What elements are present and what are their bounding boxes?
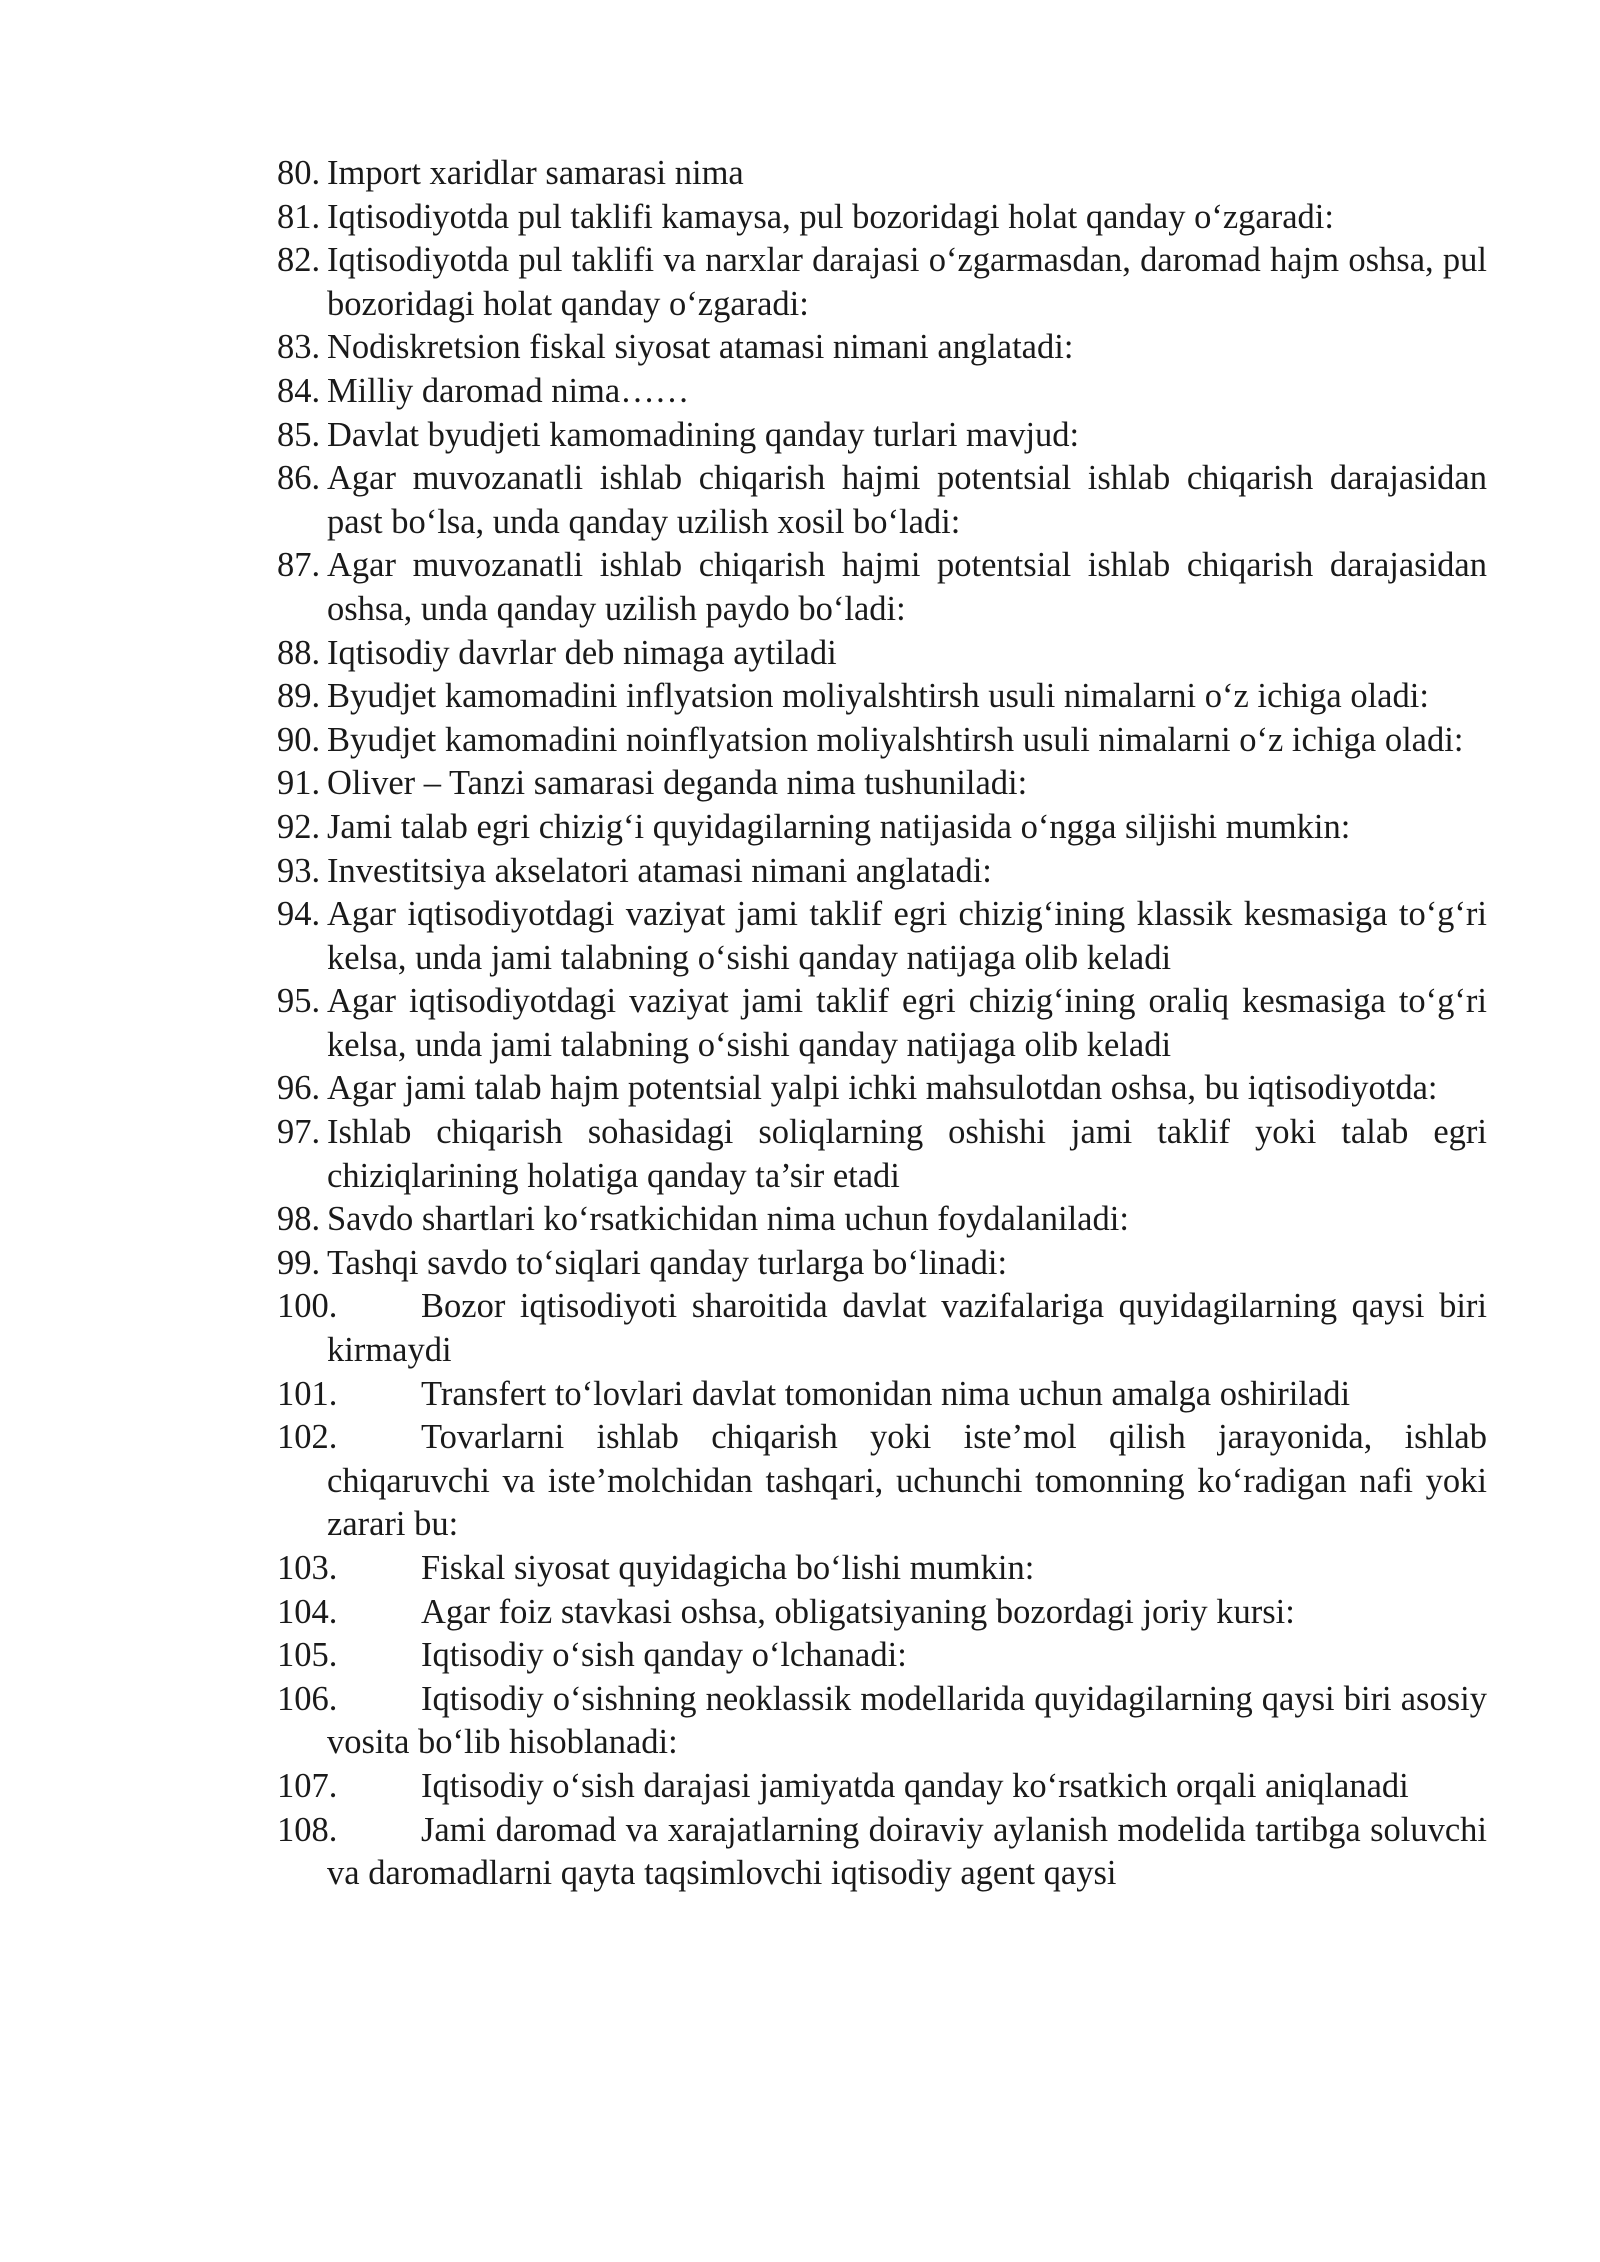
question-number: 99. xyxy=(277,1243,321,1282)
question-item xyxy=(277,1285,1487,1372)
question-number: 101. xyxy=(277,1374,338,1413)
question-number: 96. xyxy=(277,1069,321,1108)
question-item xyxy=(277,370,1487,414)
question-item xyxy=(277,1373,1487,1417)
question-item xyxy=(277,1547,1487,1591)
question-number: 93. xyxy=(277,851,321,890)
question-number: 89. xyxy=(277,677,321,716)
question-text: Oliver – Tanzi samarasi deganda nima tushuniladi: xyxy=(327,764,1028,803)
question-item xyxy=(277,762,1487,806)
question-number: 82. xyxy=(277,241,321,280)
question-text: Savdo shartlari ko‘rsatkichidan nima uchun foydalaniladi: xyxy=(327,1200,1129,1239)
question-item xyxy=(277,1416,1487,1547)
question-item xyxy=(277,1678,1487,1765)
question-text: Agar iqtisodiyotdagi vaziyat jami taklif egri chizig‘ining klassik kesmasiga to‘g‘ri kelsa, unda jami talabning o‘sishi qanday natijaga olib keladi xyxy=(327,895,1487,977)
question-number: 97. xyxy=(277,1113,321,1152)
question-item xyxy=(277,1111,1487,1198)
question-text: Agar jami talab hajm potentsial yalpi ichki mahsulotdan oshsa, bu iqtisodiyotda: xyxy=(327,1069,1438,1108)
question-item xyxy=(277,1242,1487,1286)
question-text: Nodiskretsion fiskal siyosat atamasi nimani anglatadi: xyxy=(327,328,1074,367)
question-item xyxy=(277,893,1487,980)
question-number: 94. xyxy=(277,895,321,934)
question-number: 80. xyxy=(277,154,321,192)
question-number: 85. xyxy=(277,415,321,454)
question-item xyxy=(277,675,1487,719)
question-item xyxy=(277,980,1487,1067)
question-number: 104. xyxy=(277,1592,338,1631)
question-text: Fiskal siyosat quyidagicha bo‘lishi mumkin: xyxy=(421,1549,1035,1587)
question-text: Transfert to‘lovlari davlat tomonidan nima uchun amalga oshiriladi xyxy=(421,1374,1351,1413)
question-number: 91. xyxy=(277,764,321,803)
question-text: Jami daromad va xarajatlarning doiraviy aylanish modelida tartibga soluvchi va daromadlarni qayta taqsimlovchi iqtisodiy agent qaysi xyxy=(327,1810,1487,1893)
question-number: 108. xyxy=(277,1810,338,1849)
question-item xyxy=(277,1809,1487,1896)
question-number: 105. xyxy=(277,1636,338,1675)
question-number: 106. xyxy=(277,1679,338,1718)
question-item xyxy=(277,544,1487,631)
question-number: 95. xyxy=(277,982,321,1021)
question-item xyxy=(277,1634,1487,1678)
question-item xyxy=(277,806,1487,850)
question-number: 92. xyxy=(277,807,321,846)
question-number: 90. xyxy=(277,720,321,759)
question-text: Import xaridlar samarasi nima xyxy=(327,154,744,192)
question-text: Milliy daromad nima…… xyxy=(327,371,690,410)
question-item xyxy=(277,239,1487,326)
question-text: Agar foiz stavkasi oshsa, obligatsiyaning bozordagi joriy kursi: xyxy=(421,1592,1295,1631)
question-number: 87. xyxy=(277,546,321,585)
question-text: Byudjet kamomadini inflyatsion moliyalshtirsh usuli nimalarni o‘z ichiga oladi: xyxy=(327,677,1429,716)
question-text: Agar iqtisodiyotdagi vaziyat jami taklif egri chizig‘ining oraliq kesmasiga to‘g‘ri kelsa, unda jami talabning o‘sishi qanday natijaga olib keladi xyxy=(327,982,1487,1064)
question-number: 83. xyxy=(277,328,321,367)
question-number: 98. xyxy=(277,1200,321,1239)
question-number: 100. xyxy=(277,1287,338,1326)
question-number: 81. xyxy=(277,197,321,236)
question-item xyxy=(277,152,1487,196)
question-text: Iqtisodiy o‘sish darajasi jamiyatda qanday ko‘rsatkich orqali aniqlanadi xyxy=(421,1766,1409,1805)
question-text: Davlat byudjeti kamomadining qanday turlari mavjud: xyxy=(327,415,1080,454)
question-number: 102. xyxy=(277,1418,338,1457)
question-item xyxy=(277,326,1487,370)
question-text: Jami talab egri chizig‘i quyidagilarning natijasida o‘ngga siljishi mumkin: xyxy=(327,807,1351,846)
question-item xyxy=(277,719,1487,763)
question-number: 88. xyxy=(277,633,321,672)
question-text: Bozor iqtisodiyoti sharoitida davlat vazifalariga quyidagilarning qaysi biri kirmaydi xyxy=(327,1287,1487,1370)
question-item xyxy=(277,850,1487,894)
question-text: Ishlab chiqarish sohasidagi soliqlarning oshishi jami taklif yoki talab egri chiziqlarining holatiga qanday ta’sir etadi xyxy=(327,1113,1487,1195)
question-text: Tashqi savdo to‘siqlari qanday turlarga bo‘linadi: xyxy=(327,1243,1008,1282)
question-text: Agar muvozanatli ishlab chiqarish hajmi potentsial ishlab chiqarish darajasidan past bo‘lsa, unda qanday uzilish xosil bo‘ladi: xyxy=(327,459,1487,541)
question-text: Iqtisodiy o‘sishning neoklassik modellarida quyidagilarning qaysi biri asosiy vosita bo‘lib hisoblanadi: xyxy=(327,1679,1487,1762)
question-text: Investitsiya akselatori atamasi nimani anglatadi: xyxy=(327,851,992,890)
question-text: Agar muvozanatli ishlab chiqarish hajmi potentsial ishlab chiqarish darajasidan oshsa, unda qanday uzilish paydo bo‘ladi: xyxy=(327,546,1487,628)
question-text: Iqtisodiy o‘sish qanday o‘lchanadi: xyxy=(421,1636,907,1675)
question-item xyxy=(277,1591,1487,1635)
question-text: Iqtisodiyotda pul taklifi va narxlar darajasi o‘zgarmasdan, daromad hajm oshsa, pul bozoridagi holat qanday o‘zgaradi: xyxy=(327,241,1487,323)
question-text: Iqtisodiyotda pul taklifi kamaysa, pul bozoridagi holat qanday o‘zgaradi: xyxy=(327,197,1334,236)
question-number: 107. xyxy=(277,1766,338,1805)
question-text: Iqtisodiy davrlar deb nimaga aytiladi xyxy=(327,633,837,672)
question-number: 86. xyxy=(277,459,321,498)
question-item xyxy=(277,632,1487,676)
question-number: 103. xyxy=(277,1549,338,1587)
question-item xyxy=(277,414,1487,458)
question-number: 84. xyxy=(277,371,321,410)
question-item xyxy=(277,1198,1487,1242)
question-item xyxy=(277,457,1487,544)
question-item xyxy=(277,1765,1487,1809)
question-text: Tovarlarni ishlab chiqarish yoki iste’mol qilish jarayonida, ishlab chiqaruvchi va iste’molchidan tashqari, uchunchi tomonning ko‘radigan nafi yoki zarari bu: xyxy=(327,1418,1487,1544)
question-item xyxy=(277,196,1487,240)
question-text: Byudjet kamomadini noinflyatsion moliyalshtirsh usuli nimalarni o‘z ichiga oladi: xyxy=(327,720,1464,759)
question-item xyxy=(277,1067,1487,1111)
question-list xyxy=(277,152,1487,1896)
